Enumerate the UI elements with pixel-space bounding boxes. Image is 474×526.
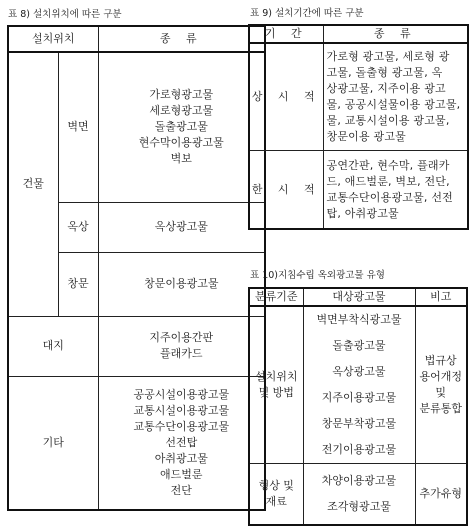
- table8-install-location: [7, 25, 266, 511]
- items-other: 공공시설이용광고물 교통시설이용광고물 교통수단이용광고물 선전탑 아취광고물 애드벌룬 전단: [98, 376, 265, 510]
- note-added-type: 추가유형: [415, 463, 467, 525]
- items-wall: 가로형광고물 세로형광고물 돌출광고물 현수막이용광고물 벽보: [98, 52, 265, 202]
- period-permanent: 상 시 적: [249, 43, 323, 151]
- items-window: 창문이용광고물: [98, 252, 265, 316]
- period-temporary: 한 시 적: [249, 151, 323, 229]
- table10-guideline-types: [248, 287, 468, 526]
- table10-caption: 표 10)지침수립 옥외광고물 유형: [250, 270, 385, 281]
- sub-window: 창문: [58, 252, 98, 316]
- group-land: 대지: [8, 316, 98, 376]
- table9-caption: 표 9) 설치기간에 따른 구분: [250, 8, 364, 19]
- table10-header-note: 비고: [415, 288, 467, 306]
- group-building: 건물: [8, 52, 58, 316]
- sub-wall: 벽면: [58, 52, 98, 202]
- table8-caption: 표 8) 설치위치에 따른 구분: [8, 9, 122, 20]
- table10-header-criterion: 분류기준: [249, 288, 303, 306]
- items-land: 지주이용간판 플래카드: [98, 316, 265, 376]
- table9-install-period: [248, 24, 469, 230]
- note-regulation: 법규상 용어개정 및 분류통합: [415, 306, 467, 463]
- criterion-location-method: 설치위치 및 방법: [249, 306, 303, 463]
- items-rooftop: 옥상광고물: [98, 202, 265, 252]
- items-permanent: 가로형 광고물, 세로형 광 고물, 돌출형 광고물, 옥 상광고물, 지주이용 광고 물, 공공시설물이용 광고물, 물, 교통시설이용 광고물, 창문이용 광고물: [323, 43, 468, 151]
- table9-header-type: 종 류: [323, 25, 468, 43]
- table9-header-period: 기 간: [249, 25, 323, 43]
- table8-header-type: 종 류: [98, 26, 265, 52]
- table8-header-location: 설치위치: [8, 26, 98, 52]
- sub-rooftop: 옥상: [58, 202, 98, 252]
- items-location-method: 벽면부착식광고물 돌출광고물 옥상광고물 지주이용광고물 창문부착광고물 전기이용광고물: [303, 306, 415, 463]
- items-shape-material: 차양이용광고물 조각형광고물: [303, 463, 415, 525]
- criterion-shape-material: 형상 및 재료: [249, 463, 303, 525]
- items-temporary: 공연간판, 현수막, 플래카 드, 애드벌룬, 벽보, 전단, 교통수단이용광고물, 선전 탑, 아취광고물: [323, 151, 468, 229]
- group-other: 기타: [8, 376, 98, 510]
- table10-header-target: 대상광고물: [303, 288, 415, 306]
